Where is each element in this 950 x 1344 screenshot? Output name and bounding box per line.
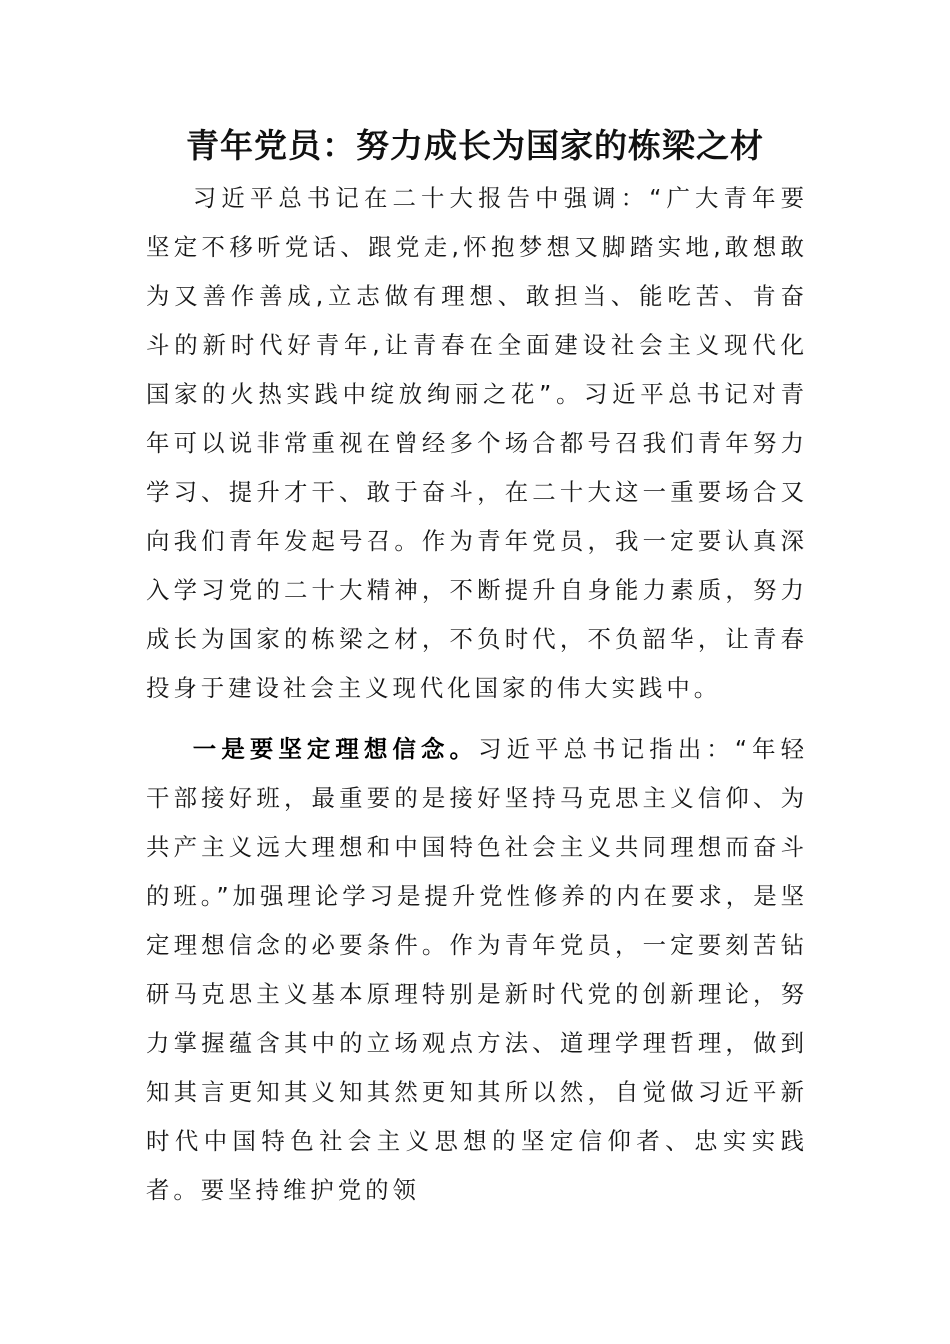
paragraph-ideals: [146, 725, 808, 1215]
paragraph-text: 习近平总书记指出：“年轻干部接好班，最重要的是接好坚持马克思主义信仰、为共产主义远大理想和中国特色社会主义共同理想而奋斗的班。”加强理论学习是提升党性修养的内在要求，是坚定理想信念的必要条件。作为青年党员，一定要刻苦钻研马克思主义基本原理特别是新时代党的创新理论，努力掌握蕴含其中的立场观点方法、道理学理哲理，做到知其言更知其义知其然更知其所以然，自觉做习近平新时代中国特色社会主义思想的坚定信仰者、忠实实践者。要坚持维护党的领: [146, 735, 808, 1204]
document-title: 青年党员：努力成长为国家的栋梁之材: [186, 126, 764, 165]
document-body: [146, 174, 808, 1215]
paragraph-lead: 一是要坚定理想信念。: [192, 735, 479, 763]
paragraph-intro: [146, 174, 808, 713]
paragraph-text: 习近平总书记在二十大报告中强调：“广大青年要坚定不移听党话、跟党走,怀抱梦想又脚踏实地,敢想敢为又善作善成,立志做有理想、敢担当、能吃苦、肯奋斗的新时代好青年,让青春在全面建设社会主义现代化国家的火热实践中绽放绚丽之花”。习近平总书记对青年可以说非常重视在曾经多个场合都号召我们青年努力学习、提升才干、敢于奋斗，在二十大这一重要场合又向我们青年发起号召。作为青年党员，我一定要认真深入学习党的二十大精神，不断提升自身能力素质，努力成长为国家的栋梁之材，不负时代，不负韶华，让青春投身于建设社会主义现代化国家的伟大实践中。: [146, 184, 808, 702]
